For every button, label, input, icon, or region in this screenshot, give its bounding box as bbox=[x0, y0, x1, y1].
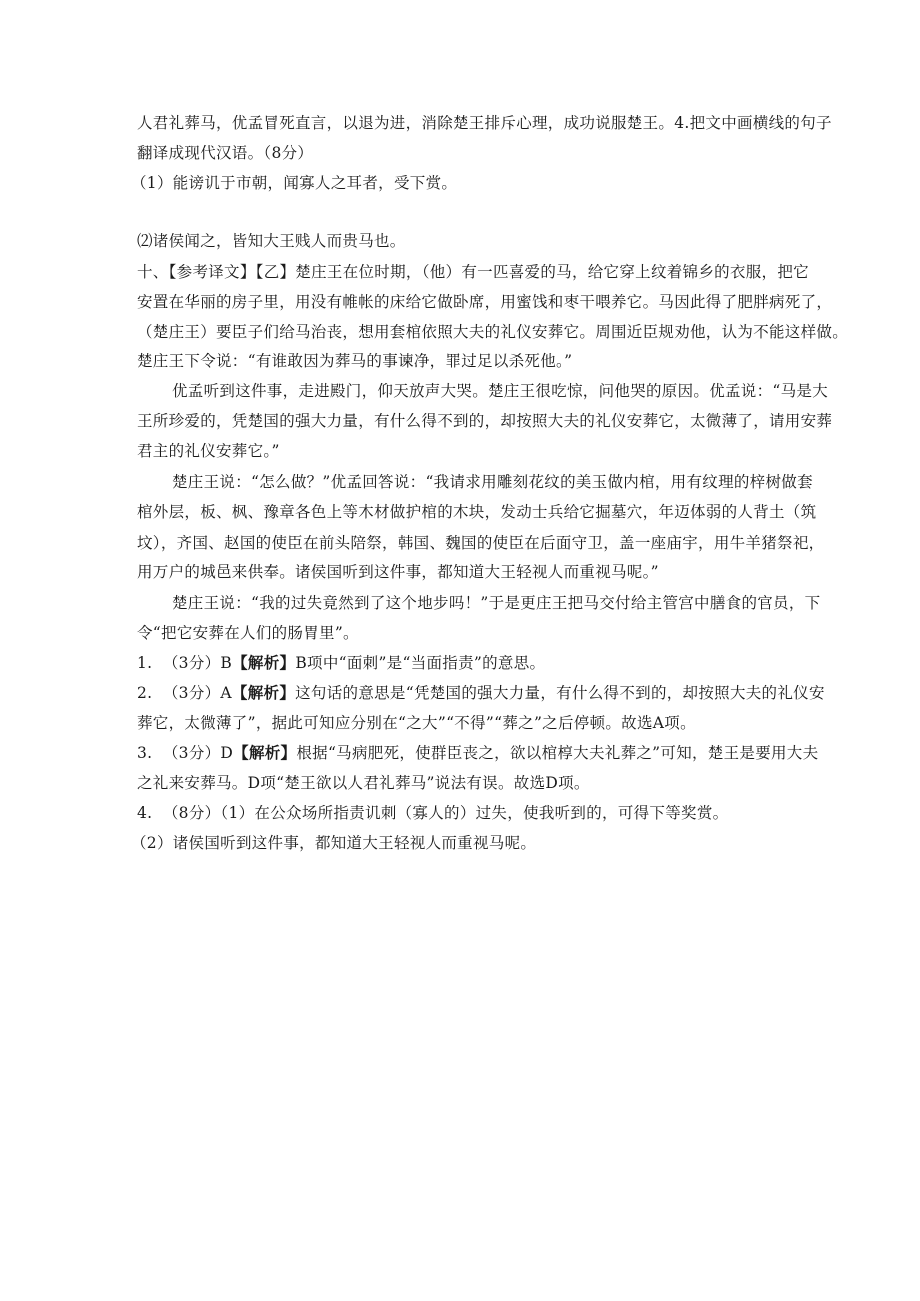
answer-text: 这句话的意思是“凭楚国的强大力量，有什么得不到的，却按照大夫的礼仪安 bbox=[295, 684, 825, 702]
answer-number: 2. bbox=[137, 684, 153, 702]
text-line: 十、【参考译文】【乙】楚庄王在位时期，（他）有一匹喜爱的马，给它穿上纹着锦乡的衣服，把它 bbox=[137, 263, 809, 281]
answer-4-cont: （2）诸侯国听到这件事，都知道大王轻视人而重视马呢。 bbox=[131, 834, 537, 852]
text-line: 安置在华丽的房子里，用没有帷帐的床给它做卧席，用蜜饯和枣干喂养它。马因此得了肥胖病死了， bbox=[137, 293, 833, 311]
text-line: 君主的礼仪安葬它。” bbox=[137, 442, 280, 460]
text-line: 棺外层，板、枫、豫章各色上等木材做护棺的木块，发动士兵给它掘墓穴，年迈体弱的人背土（筑 bbox=[137, 503, 817, 521]
text-line: 优孟听到这件事，走进殿门，仰天放声大哭。楚庄王很吃惊，问他哭的原因。优孟说：“马是大 bbox=[172, 382, 829, 400]
answer-4 bbox=[137, 803, 728, 823]
text-line: （楚庄王）要臣子们给马治丧，想用套棺依照大夫的礼仪安葬它。周围近臣规劝他，认为不能这样做。 bbox=[137, 323, 849, 341]
answer-2 bbox=[137, 683, 825, 703]
answer-score: （3分）A bbox=[162, 684, 232, 702]
answer-1 bbox=[137, 653, 545, 673]
analysis-tag: 【解析】 bbox=[231, 683, 296, 702]
answer-3-cont: 之礼来安葬马。D项“楚王欲以人君礼葬马”说法有误。故选D项。 bbox=[137, 774, 590, 792]
answer-number: 3. bbox=[137, 744, 153, 762]
text-line: 王所珍爱的，凭楚国的强大力量，有什么得不到的，却按照大夫的礼仪安葬它，太微薄了，请用安葬 bbox=[137, 412, 833, 430]
text-line: 令“把它安葬在人们的肠胃里”。 bbox=[137, 624, 359, 642]
answer-number: 4. bbox=[137, 804, 153, 822]
text-line: ⑵诸侯闻之，皆知大王贱人而贵马也。 bbox=[137, 232, 406, 250]
text-line: 翻译成现代汉语。（8分） bbox=[137, 144, 314, 162]
text-line: 人君礼葬马，优孟冒死直言，以退为进，消除楚王排斥心理，成功说服楚王。4.把文中画横线的句子 bbox=[137, 114, 832, 132]
analysis-tag: 【解析】 bbox=[232, 653, 296, 672]
answer-text: B项中“面刺”是“当面指责”的意思。 bbox=[295, 654, 546, 672]
analysis-tag: 【解析】 bbox=[233, 743, 297, 762]
answer-number: 1. bbox=[137, 654, 153, 672]
answer-text: 根据“马病肥死，使群臣丧之，欲以棺椁大夫礼葬之”可知，楚王是要用大夫 bbox=[296, 744, 819, 762]
text-line: （1）能谤讥于市朝，闻寡人之耳者，受下赏。 bbox=[131, 174, 458, 192]
text-line: 坟），齐国、赵国的使臣在前头陪祭，韩国、魏国的使臣在后面守卫，盖一座庙宇，用牛羊猪祭祀， bbox=[137, 534, 825, 552]
text-line: 楚庄王说：“怎么做？”优孟回答说：“我请求用雕刻花纹的美玉做内棺，用有纹理的梓树做套 bbox=[172, 473, 813, 491]
answer-score: （3分）B bbox=[162, 654, 233, 672]
answer-score: （3分）D bbox=[162, 744, 234, 762]
text-line: 楚庄王说：“我的过失竟然到了这个地步吗！”于是更庄王把马交付给主管宫中膳食的官员，下 bbox=[172, 594, 821, 612]
answer-3 bbox=[137, 743, 818, 763]
text-line: 楚庄王下令说：“有谁敢因为葬马的事谏净，罪过足以杀死他。” bbox=[137, 352, 573, 370]
text-line: 用万户的城邑来供奉。诸侯国听到这件事，都知道大王轻视人而重视马呢。” bbox=[137, 563, 659, 581]
answer-text: （8分）（1）在公众场所指责讥刺（寡人的）过失，使我听到的，可得下等奖赏。 bbox=[162, 804, 729, 822]
answer-2-cont: 葬它，太微薄了”，据此可知应分别在“之大”“不得”“葬之”之后停顿。故选A项。 bbox=[137, 714, 696, 732]
